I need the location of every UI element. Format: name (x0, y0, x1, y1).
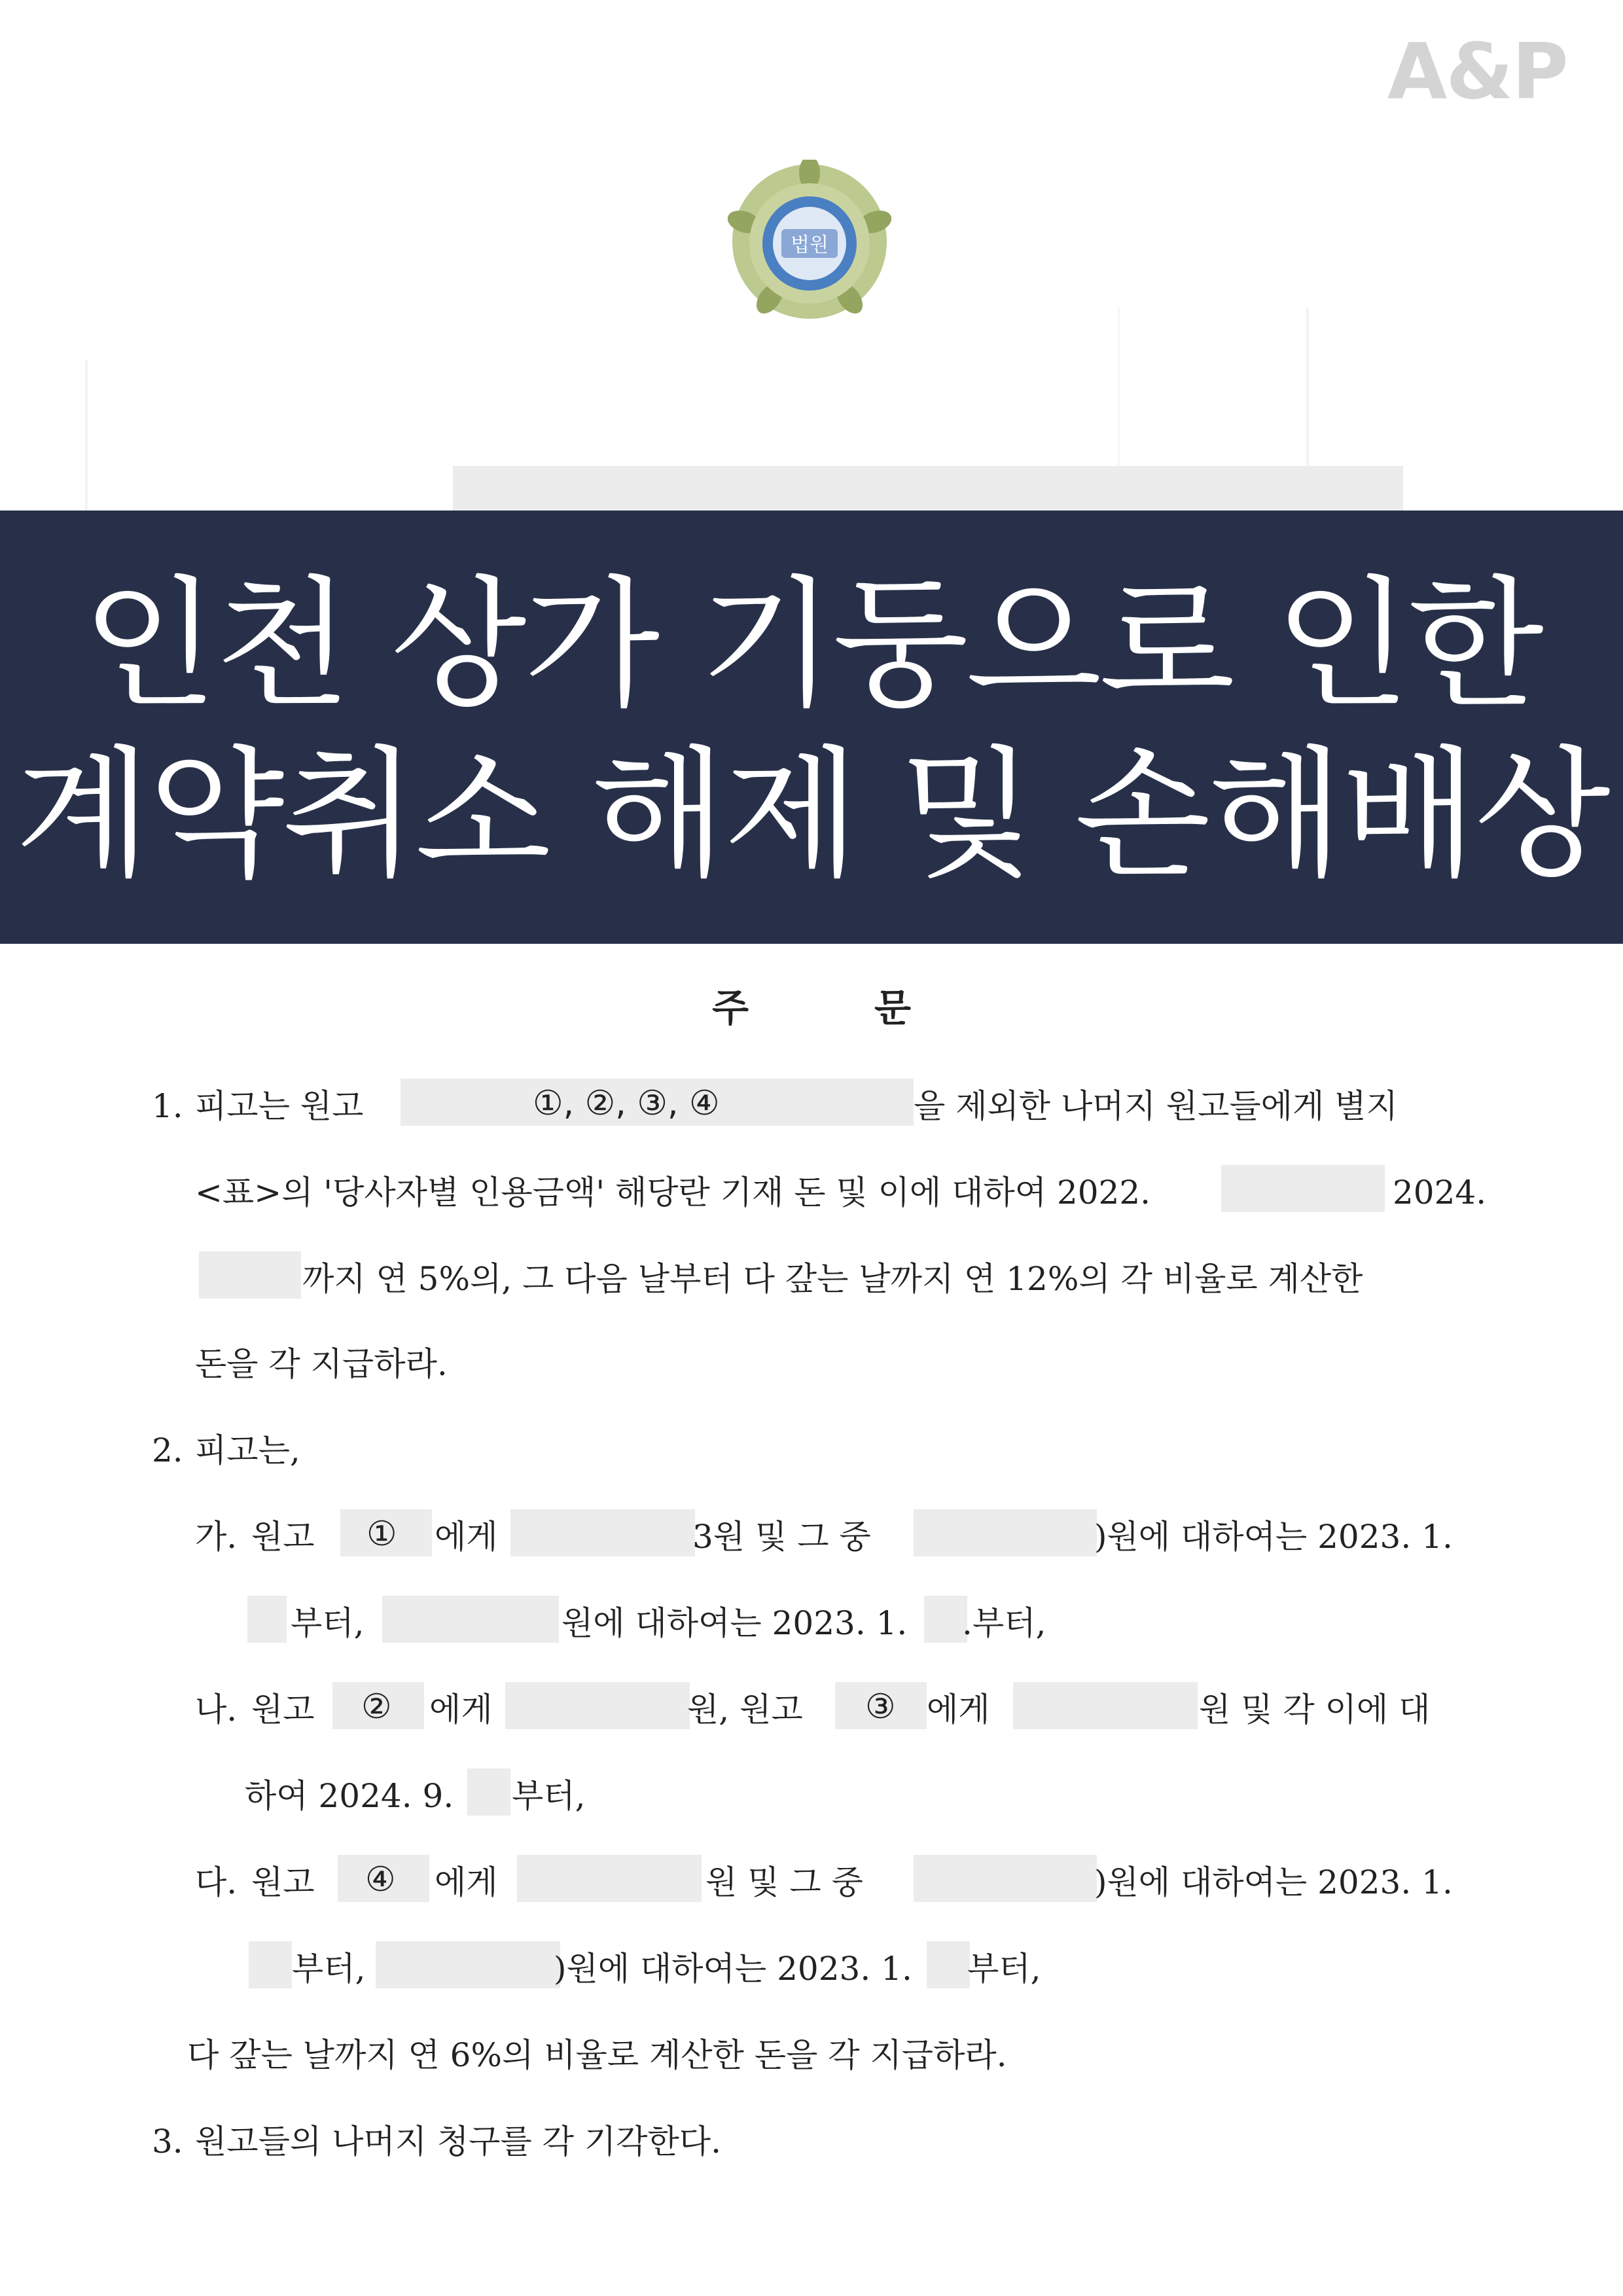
doc-header-ju: 주 (712, 986, 749, 1030)
redaction-box (924, 1596, 967, 1643)
item2-ga-label: 가. (195, 1518, 238, 1556)
redaction-box (1013, 1682, 1198, 1729)
item3-number: 3. (152, 2123, 183, 2161)
redaction-box (927, 1941, 970, 1988)
item2-ga-marker: ① (366, 1515, 397, 1554)
item2-na-text-b: 에게 (429, 1691, 493, 1729)
item1-text-b: 을 제외한 나머지 원고들에게 별지 (914, 1087, 1398, 1125)
item1-text-a: 피고는 원고 (195, 1087, 364, 1125)
item2-tail: 다 갚는 날까지 연 6%의 비율로 계산한 돈을 각 지급하라. (187, 2036, 1007, 2074)
redaction-box (453, 466, 1403, 512)
item2-na-text-g: 부터, (512, 1777, 586, 1815)
item2-da-marker: ④ (365, 1860, 396, 1899)
redaction-box (376, 1941, 560, 1988)
item2-na-marker-b: ③ (865, 1687, 896, 1727)
doc-header-mun: 문 (874, 986, 912, 1030)
item2-ga-text-d: )원에 대하여는 2023. 1. (1094, 1518, 1453, 1556)
item2-ga-text-e: 부터, (291, 1604, 365, 1642)
redaction-box (510, 1509, 695, 1556)
item2-ga-text-g: .부터, (962, 1604, 1046, 1642)
item2-na-marker-a: ② (361, 1687, 392, 1727)
item1-number: 1. (152, 1087, 183, 1125)
item2-ga-text-b: 에게 (435, 1518, 498, 1556)
item2-na-text-a: 원고 (251, 1691, 315, 1729)
item1-text-f: 돈을 각 지급하라. (195, 1345, 448, 1383)
redaction-box (1221, 1165, 1385, 1212)
item2-da-label: 다. (195, 1863, 238, 1901)
redaction-box (247, 1596, 287, 1643)
item2-na-text-c: 원, 원고 (687, 1691, 803, 1729)
banner-title-line1: 인천 상가 기둥으로 인한 (82, 562, 1541, 726)
item1-markers: ①, ②, ③, ④ (533, 1084, 720, 1123)
item2-da-text-a: 원고 (251, 1863, 315, 1901)
item2-na-text-d: 에게 (927, 1691, 990, 1729)
item2-na-label: 나. (195, 1691, 238, 1729)
item2-da-text-f: )원에 대하여는 2023. 1. (554, 1950, 912, 1988)
item2-da-text-d: )원에 대하여는 2023. 1. (1094, 1863, 1453, 1901)
emblem-label: 법원 (791, 234, 829, 257)
item2-na-text-f: 하여 2024. 9. (245, 1777, 454, 1815)
redaction-box (505, 1682, 690, 1729)
item1-text-e: 까지 연 5%의, 그 다음 날부터 다 갚는 날까지 연 12%의 각 비율로 계산한 (302, 1260, 1363, 1298)
item2-da-text-e: 부터, (292, 1950, 366, 1988)
item3-text: 원고들의 나머지 청구를 각 기각한다. (195, 2123, 721, 2161)
redaction-box (249, 1941, 292, 1988)
item2-number: 2. (152, 1431, 183, 1469)
item2-ga-text-a: 원고 (251, 1518, 315, 1556)
redaction-box (199, 1251, 301, 1299)
item2-ga-text-f: 원에 대하여는 2023. 1. (562, 1604, 908, 1642)
item2-da-text-c: 원 및 그 중 (705, 1863, 863, 1901)
item2-na-text-e: 원 및 각 이에 대 (1199, 1691, 1431, 1729)
court-emblem-icon (728, 160, 891, 323)
item1-text-d: 2024. (1393, 1174, 1487, 1211)
redaction-box (382, 1596, 559, 1643)
redaction-box (467, 1768, 510, 1816)
redaction-box (914, 1509, 1097, 1556)
redaction-box (517, 1855, 702, 1902)
item2-da-text-g: 부터, (967, 1950, 1041, 1988)
item1-text-c: <표>의 '당사자별 인용금액' 해당란 기재 돈 및 이에 대하여 2022. (195, 1174, 1151, 1211)
item2-ga-text-c: 3원 및 그 중 (692, 1518, 871, 1556)
item2-da-text-b: 에게 (435, 1863, 498, 1901)
scan-artifact (85, 360, 88, 511)
item2-head: 피고는, (195, 1431, 300, 1469)
brand-logo: A&P (1387, 26, 1567, 117)
banner-title-line2: 계약취소 해제 및 손해배상 (15, 732, 1608, 897)
redaction-box (914, 1855, 1097, 1902)
